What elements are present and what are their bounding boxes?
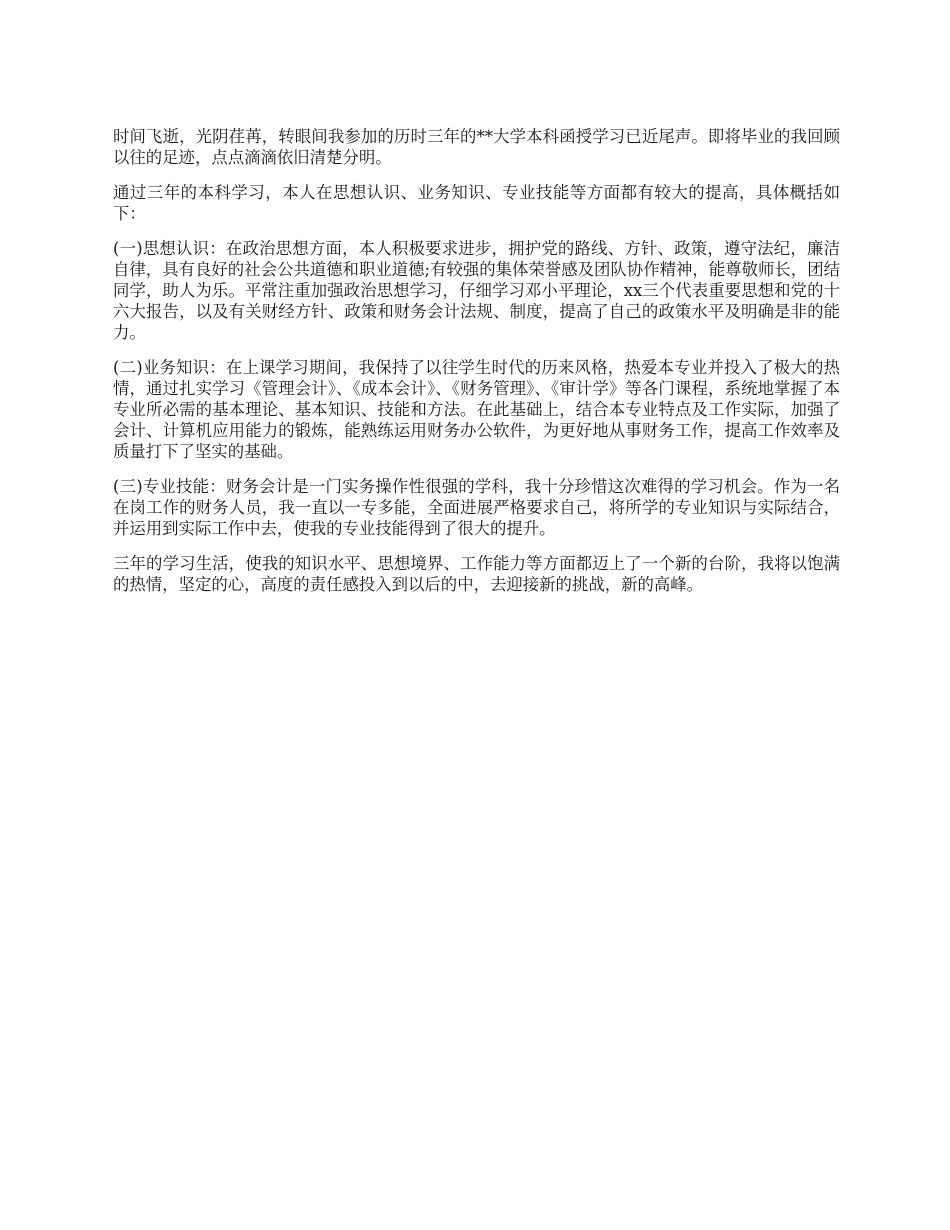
paragraph-conclusion: 三年的学习生活，使我的知识水平、思想境界、工作能力等方面都迈上了一个新的台阶，我将以饱满的热情，坚定的心，高度的责任感投入到以后的中，去迎接新的挑战，新的高峰。 [113, 554, 840, 594]
paragraph-business-knowledge: (二)业务知识：在上课学习期间，我保持了以往学生时代的历来风格，热爱本专业并投入了极大的热情，通过扎实学习《管理会计》、《成本会计》、《财务管理》、《审计学》等各门课程，系统地掌握了本专业所必需的基本理论、基本知识、技能和方法。在此基础上，结合本专业特点及工作实际，加强了会计、计算机应用能力的锻炼，能熟练运用财务办公软件，为更好地从事财务工作，提高工作效率及质量打下了坚实的基础。 [113, 358, 840, 461]
paragraph-professional-skills: (三)专业技能：财务会计是一门实务操作性很强的学科，我十分珍惜这次难得的学习机会。作为一名在岗工作的财务人员，我一直以一专多能，全面进展严格要求自己，将所学的专业知识与实际结合，并运用到实际工作中去，使我的专业技能得到了很大的提升。 [113, 477, 840, 538]
paragraph-summary: 通过三年的本科学习，本人在思想认识、业务知识、专业技能等方面都有较大的提高，具体概括如下： [113, 183, 840, 223]
document-body [113, 126, 840, 609]
paragraph-intro: 时间飞逝，光阴荏苒，转眼间我参加的历时三年的**大学本科函授学习已近尾声。即将毕业的我回顾以往的足迹，点点滴滴依旧清楚分明。 [113, 127, 840, 167]
paragraph-ideology: (一)思想认识：在政治思想方面，本人积极要求进步，拥护党的路线、方针、政策，遵守法纪，廉洁自律，具有良好的社会公共道德和职业道德;有较强的集体荣誉感及团队协作精神，能尊敬师长，团结同学，助人为乐。平常注重加强政治思想学习，仔细学习邓小平理论，xx三个代表重要思想和党的十六大报告，以及有关财经方针、政策和财务会计法规、制度，提高了自己的政策水平及明确是非的能力。 [113, 239, 840, 342]
